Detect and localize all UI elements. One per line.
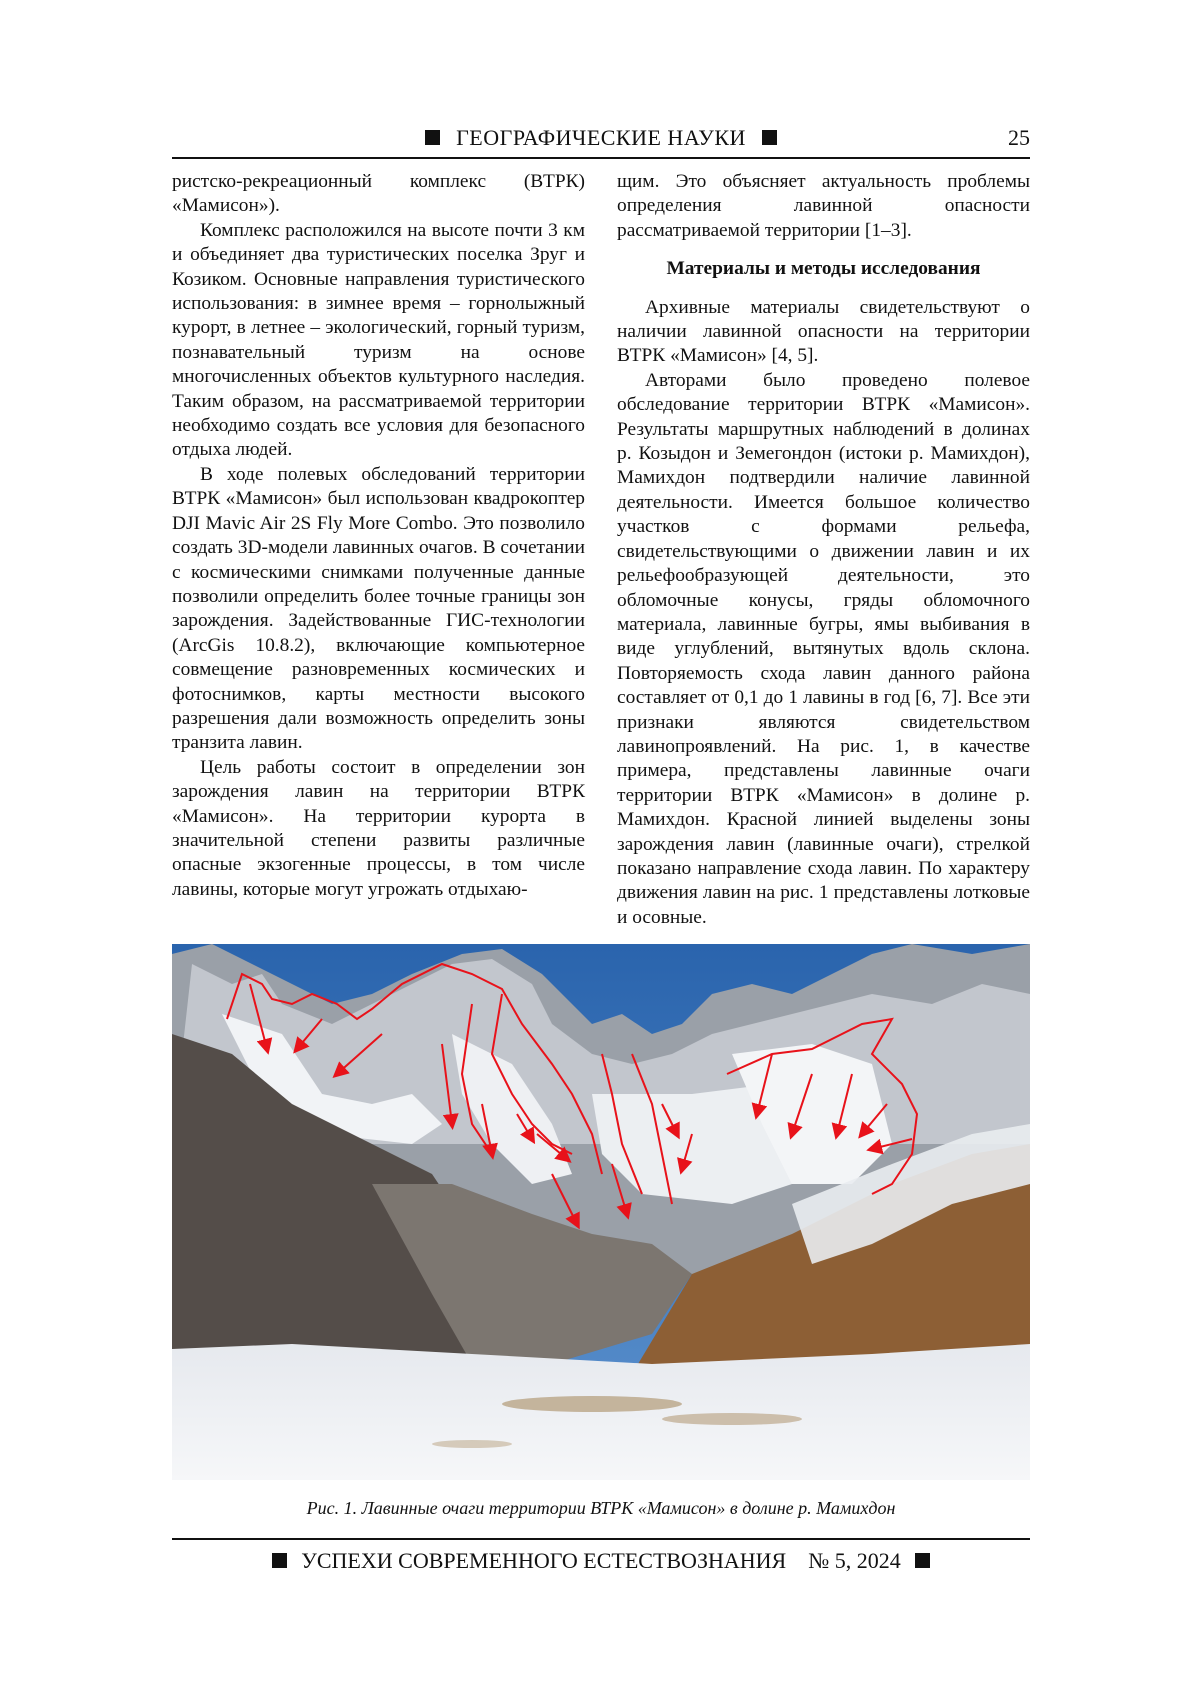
issue-number: № 5, 2024 [808,1548,901,1573]
grass-patch [432,1440,512,1448]
paragraph: Авторами было проведено полевое обследование территории ВТРК «Мамисон». Результаты маршрутных наблюдений в долинах р. Козыдон и Земегондон (истоки р. Мамихдон), Мамихдон подтвердили наличие лавинной деятельности. Имеется большое количество участков с формами рельефа, свидетельствующими о движении лавин и их рельефообразующей деятельности, это обломочные конусы, гряды обломочного материала, лавинные бугры, ямы выбивания в виде углублений, вытянутых вдоль склона. Повторяемость схода лавин данного района составляет от 0,1 до 1 лавины в год [6, 7]. Все эти признаки являются свидетельством лавинопроявлений. На рис. 1, в качестве примера, представлены лавинные очаги территории ВТРК «Мамисон» в долине р. Мамихдон. Красной линией выделены зоны зарождения лавин (лавинные очаги), стрелкой показано направление схода лавин. По характеру движения лавин на рис. 1 представлены лотковые и осовные. [617,369,1030,930]
journal-title: УСПЕХИ СОВРЕМЕННОГО ЕСТЕСТВОЗНАНИЯ [301,1548,786,1573]
paragraph: Комплекс расположился на высоте почти 3 км и объединяет два туристических поселка Зруг и Козиком. Основные направления туристического использования: в зимнее время – горнолыжный курорт, в летнее – экологический, горный туризм, познавательный туризм на основе многочисленных объектов культурного наследия. Таким образом, на рассматриваемой территории необходимо создать все условия для безопасного отдыха людей. [172,219,585,463]
grass-patch [662,1413,802,1425]
square-bullet-icon [915,1553,930,1568]
paragraph: Архивные материалы свидетельствуют о наличии лавинной опасности на территории ВТРК «Мамисон» [4, 5]. [617,296,1030,369]
paragraph: щим. Это объясняет актуальность проблемы определения лавинной опасности рассматриваемой территории [1–3]. [617,170,1030,243]
section-heading: Материалы и методы исследования [617,257,1030,281]
square-bullet-icon [762,130,777,145]
header-section [172,125,1030,151]
footer-rule [172,1538,1030,1540]
running-footer [172,1548,1030,1574]
square-bullet-icon [272,1553,287,1568]
running-header [172,125,1030,155]
foreground-snow [172,1344,1030,1480]
page-number: 25 [1008,125,1030,151]
header-rule [172,157,1030,159]
figure-caption: Рис. 1. Лавинные очаги территории ВТРК «Мамисон» в долине р. Мамихдон [172,1498,1030,1519]
avalanche-photo-figure [172,944,1030,1480]
right-column [617,170,1030,930]
grass-patch [502,1396,682,1412]
paragraph: В ходе полевых обследований территории ВТРК «Мамисон» был использован квадрокоптер DJI Mavic Air 2S Fly More Combo. Это позволило создать 3D-модели лавинных очагов. В сочетании с космическими снимками полученные данные позволили определить более точные границы зон зарождения. Задействованные ГИС-технологии (ArcGis 10.8.2), включающие компьютерное совмещение разновременных космических и фотоснимков, карты местности высокого разрешения дали возможность определить зоны транзита лавин. [172,463,585,756]
paragraph: Цель работы состоит в определении зон зарождения лавин на территории ВТРК «Мамисон». На территории курорта в значительной степени развиты различные опасные экзогенные процессы, в том числе лавины, которые могут угрожать отдыхаю- [172,756,585,902]
square-bullet-icon [425,130,440,145]
paragraph: ристско-рекреационный комплекс (ВТРК) «Мамисон»). [172,170,585,219]
mountain-photo [172,944,1030,1480]
left-column [172,170,585,902]
section-title: ГЕОГРАФИЧЕСКИЕ НАУКИ [456,125,746,150]
